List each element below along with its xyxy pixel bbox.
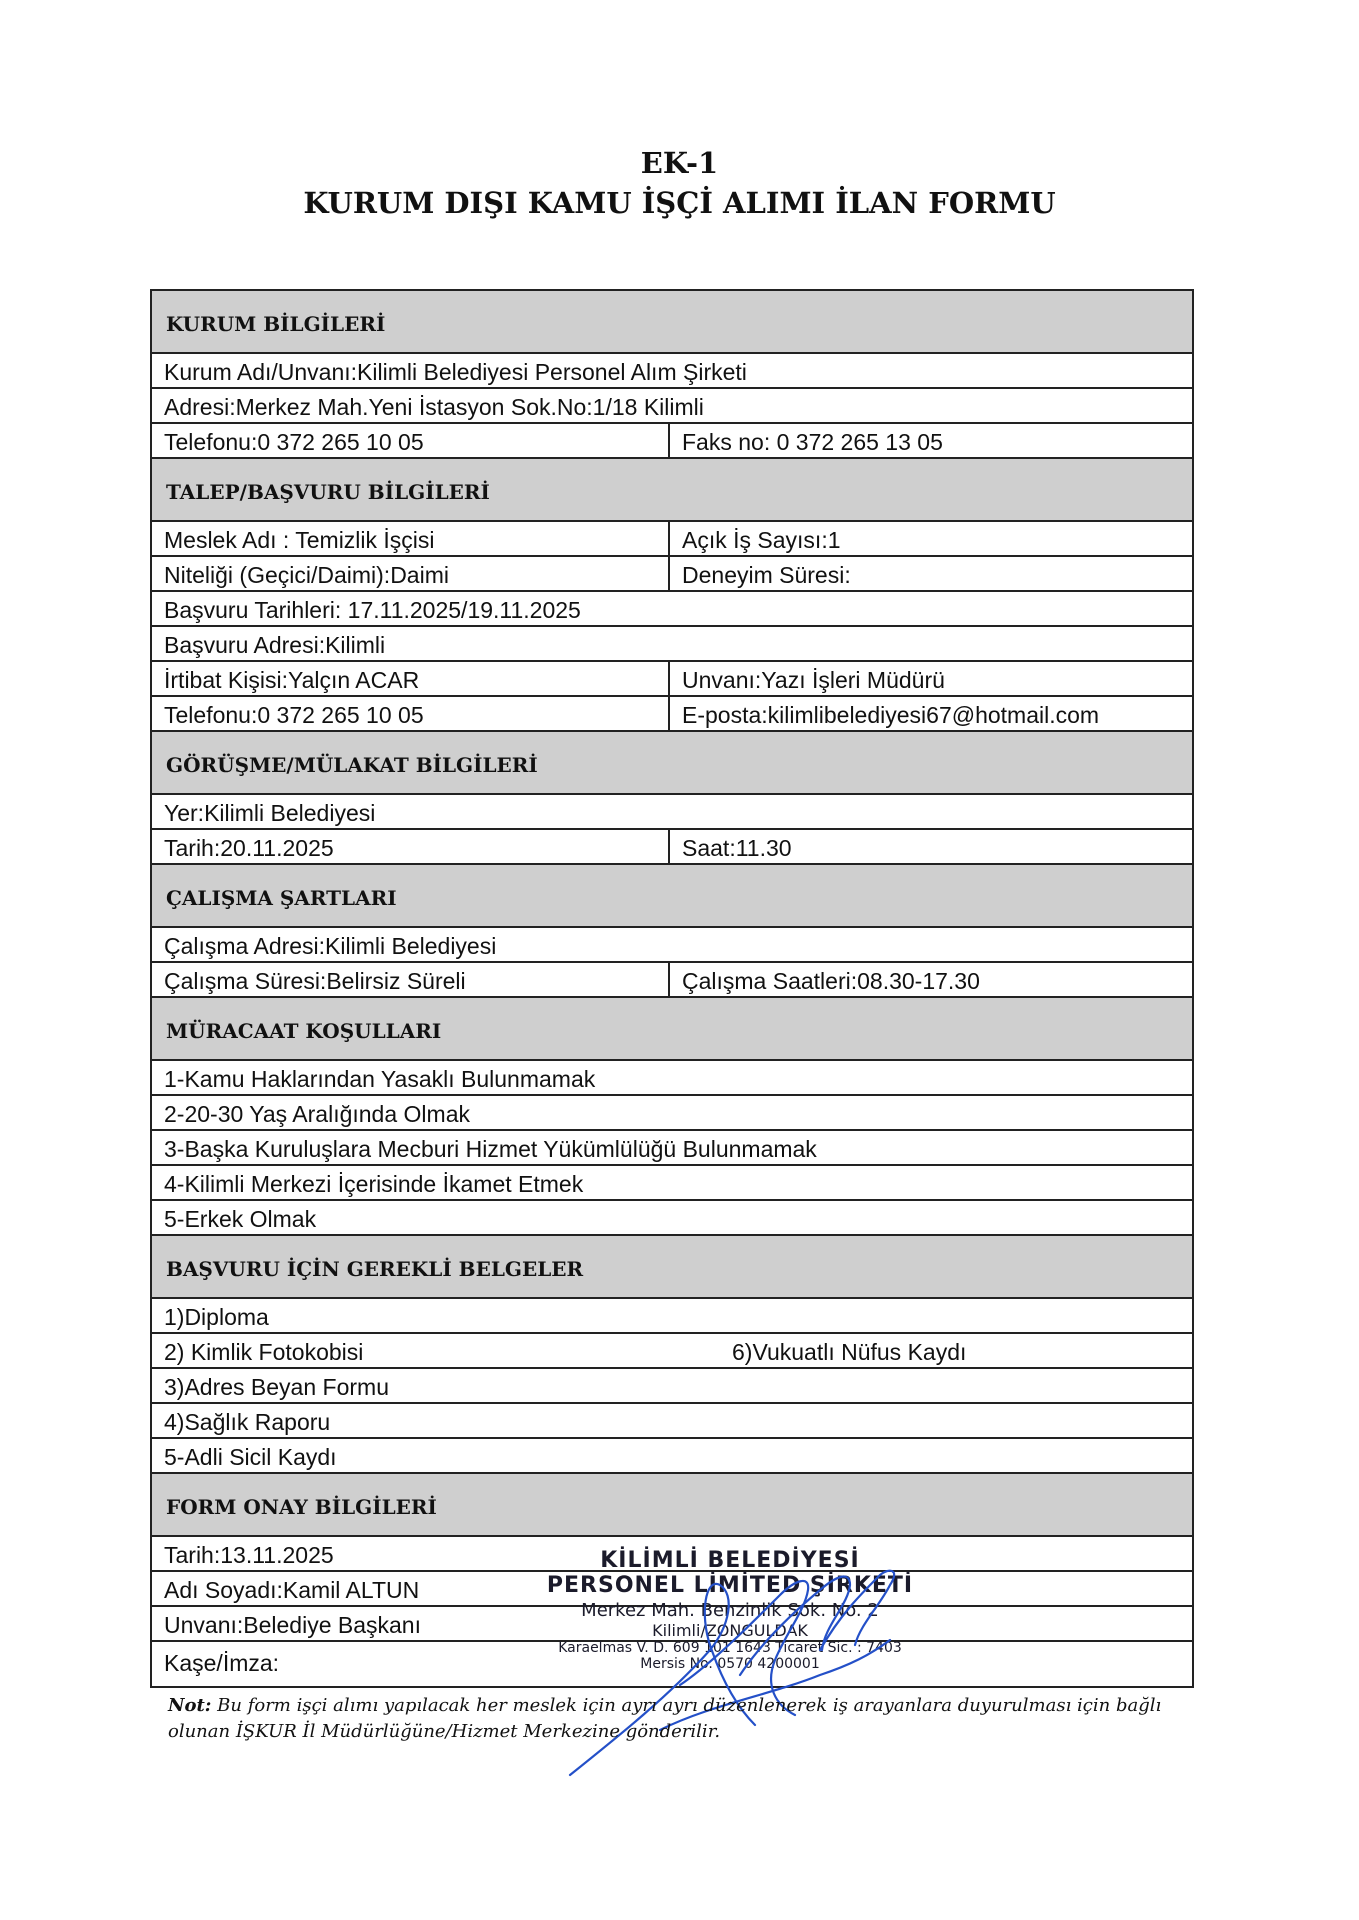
section-calisma-heading: ÇALIŞMA ŞARTLARI bbox=[152, 865, 1192, 928]
belge-5: 5-Adli Sicil Kaydı bbox=[164, 1444, 337, 1470]
stamp-line-2: PERSONEL LİMİTED ŞİRKETİ bbox=[546, 1573, 914, 1598]
gorusme-yer: Yer:Kilimli Belediyesi bbox=[164, 800, 376, 826]
onay-tarih: Tarih:13.11.2025 bbox=[164, 1542, 334, 1568]
row-basvuru-adresi bbox=[152, 627, 1192, 662]
row-kurum-telefon bbox=[152, 424, 1192, 459]
stamp-line-5: Karaelmas V. D. 609 101 1643 Ticaret Sic. : 7403 bbox=[558, 1640, 902, 1656]
calisma-adresi: Çalışma Adresi:Kilimli Belediyesi bbox=[164, 933, 497, 959]
list-item bbox=[152, 1096, 1192, 1131]
kurum-telefon: Telefonu:0 372 265 10 05 bbox=[152, 424, 670, 457]
footer-note bbox=[168, 1693, 1208, 1745]
talep-telefon: Telefonu:0 372 265 10 05 bbox=[152, 697, 670, 730]
deneyim-suresi: Deneyim Süresi: bbox=[682, 562, 851, 588]
list-item bbox=[152, 1334, 1192, 1369]
gorusme-tarih: Tarih:20.11.2025 bbox=[152, 830, 670, 863]
announcement-form bbox=[150, 289, 1194, 1688]
note-label: Not: bbox=[168, 1695, 212, 1716]
belge-4: 4)Sağlık Raporu bbox=[164, 1409, 331, 1435]
meslek-adi: Meslek Adı : Temizlik İşçisi bbox=[152, 522, 670, 555]
calisma-suresi: Çalışma Süresi:Belirsiz Süreli bbox=[152, 963, 670, 996]
muracaat-kosulu-2: 2-20-30 Yaş Aralığında Olmak bbox=[164, 1101, 470, 1127]
row-irtibat bbox=[152, 662, 1192, 697]
onay-adi-soyadi: Adı Soyadı:Kamil ALTUN bbox=[164, 1577, 420, 1603]
kase-imza-label: Kaşe/İmza: bbox=[164, 1650, 280, 1676]
row-yer bbox=[152, 795, 1192, 830]
list-item bbox=[152, 1166, 1192, 1201]
belge-3: 3)Adres Beyan Formu bbox=[164, 1374, 389, 1400]
muracaat-kosulu-4: 4-Kilimli Merkezi İçerisinde İkamet Etmek bbox=[164, 1171, 584, 1197]
row-kurum-adi bbox=[152, 354, 1192, 389]
irtibat-unvani: Unvanı:Yazı İşleri Müdürü bbox=[682, 667, 945, 693]
kurum-adi: Kurum Adı/Unvanı:Kilimli Belediyesi Personel Alım Şirketi bbox=[164, 359, 747, 385]
doc-code: EK-1 bbox=[640, 146, 719, 180]
stamp-line-4: Kilimli/ZONGULDAK bbox=[652, 1621, 808, 1640]
list-item bbox=[152, 1131, 1192, 1166]
list-item bbox=[152, 1299, 1192, 1334]
stamp-line-3: Merkez Mah. Benzinlik Sok. No. 2 bbox=[581, 1600, 879, 1621]
row-basvuru-tarihleri bbox=[152, 592, 1192, 627]
talep-eposta: E-posta:kilimlibelediyesi67@hotmail.com bbox=[682, 702, 1100, 728]
row-kurum-adres bbox=[152, 389, 1192, 424]
irtibat-kisisi: İrtibat Kişisi:Yalçın ACAR bbox=[152, 662, 670, 695]
list-item bbox=[152, 1061, 1192, 1096]
row-calisma-suresi bbox=[152, 963, 1192, 998]
muracaat-kosulu-5: 5-Erkek Olmak bbox=[164, 1206, 317, 1232]
doc-title: KURUM DIŞI KAMU İŞÇİ ALIMI İLAN FORMU bbox=[303, 186, 1056, 220]
signature-icon bbox=[560, 1555, 940, 1785]
belge-6: 6)Vukuatlı Nüfus Kaydı bbox=[732, 1339, 967, 1365]
kurum-adres: Adresi:Merkez Mah.Yeni İstasyon Sok.No:1/18 Kilimli bbox=[164, 394, 704, 420]
basvuru-tarihleri: Başvuru Tarihleri: 17.11.2025/19.11.2025 bbox=[164, 597, 581, 623]
belge-1: 1)Diploma bbox=[164, 1304, 269, 1330]
list-item bbox=[152, 1201, 1192, 1236]
row-talep-telefon bbox=[152, 697, 1192, 732]
section-talep-heading: TALEP/BAŞVURU BİLGİLERİ bbox=[152, 459, 1192, 522]
row-gorusme-tarih bbox=[152, 830, 1192, 865]
belge-2: 2) Kimlik Fotokobisi bbox=[164, 1339, 364, 1365]
stamp-line-6: Mersis No. 0570 4200001 bbox=[640, 1656, 820, 1672]
niteligi: Niteliği (Geçici/Daimi):Daimi bbox=[152, 557, 670, 590]
section-belgeler-heading: BAŞVURU İÇİN GEREKLİ BELGELER bbox=[152, 1236, 1192, 1299]
onay-unvani: Unvanı:Belediye Başkanı bbox=[164, 1612, 421, 1638]
acik-is-sayisi: Açık İş Sayısı:1 bbox=[682, 527, 841, 553]
calisma-saatleri: Çalışma Saatleri:08.30-17.30 bbox=[682, 968, 980, 994]
section-gorusme-heading: GÖRÜŞME/MÜLAKAT BİLGİLERİ bbox=[152, 732, 1192, 795]
list-item bbox=[152, 1439, 1192, 1474]
list-item bbox=[152, 1404, 1192, 1439]
section-muracaat-heading: MÜRACAAT KOŞULLARI bbox=[152, 998, 1192, 1061]
muracaat-kosulu-3: 3-Başka Kuruluşlara Mecburi Hizmet Yükümlülüğü Bulunmamak bbox=[164, 1136, 817, 1162]
gorusme-saat: Saat:11.30 bbox=[682, 835, 792, 861]
stamp-line-1: KİLİMLİ BELEDİYESİ bbox=[600, 1548, 860, 1573]
note-text: Bu form işçi alımı yapılacak her meslek için ayrı ayrı düzenlenerek iş arayanlara duyurulması için bağlı olunan İŞKUR İl Müdürlüğüne/Hizmet Merkezine gönderilir. bbox=[168, 1695, 1162, 1742]
list-item bbox=[152, 1369, 1192, 1404]
section-kurum-heading: KURUM BİLGİLERİ bbox=[152, 291, 1192, 354]
row-meslek bbox=[152, 522, 1192, 557]
section-onay-heading: FORM ONAY BİLGİLERİ bbox=[152, 1474, 1192, 1537]
muracaat-kosulu-1: 1-Kamu Haklarından Yasaklı Bulunmamak bbox=[164, 1066, 596, 1092]
row-nitelik bbox=[152, 557, 1192, 592]
basvuru-adresi: Başvuru Adresi:Kilimli bbox=[164, 632, 386, 658]
row-calisma-adresi bbox=[152, 928, 1192, 963]
kurum-faks: Faks no: 0 372 265 13 05 bbox=[682, 429, 943, 455]
